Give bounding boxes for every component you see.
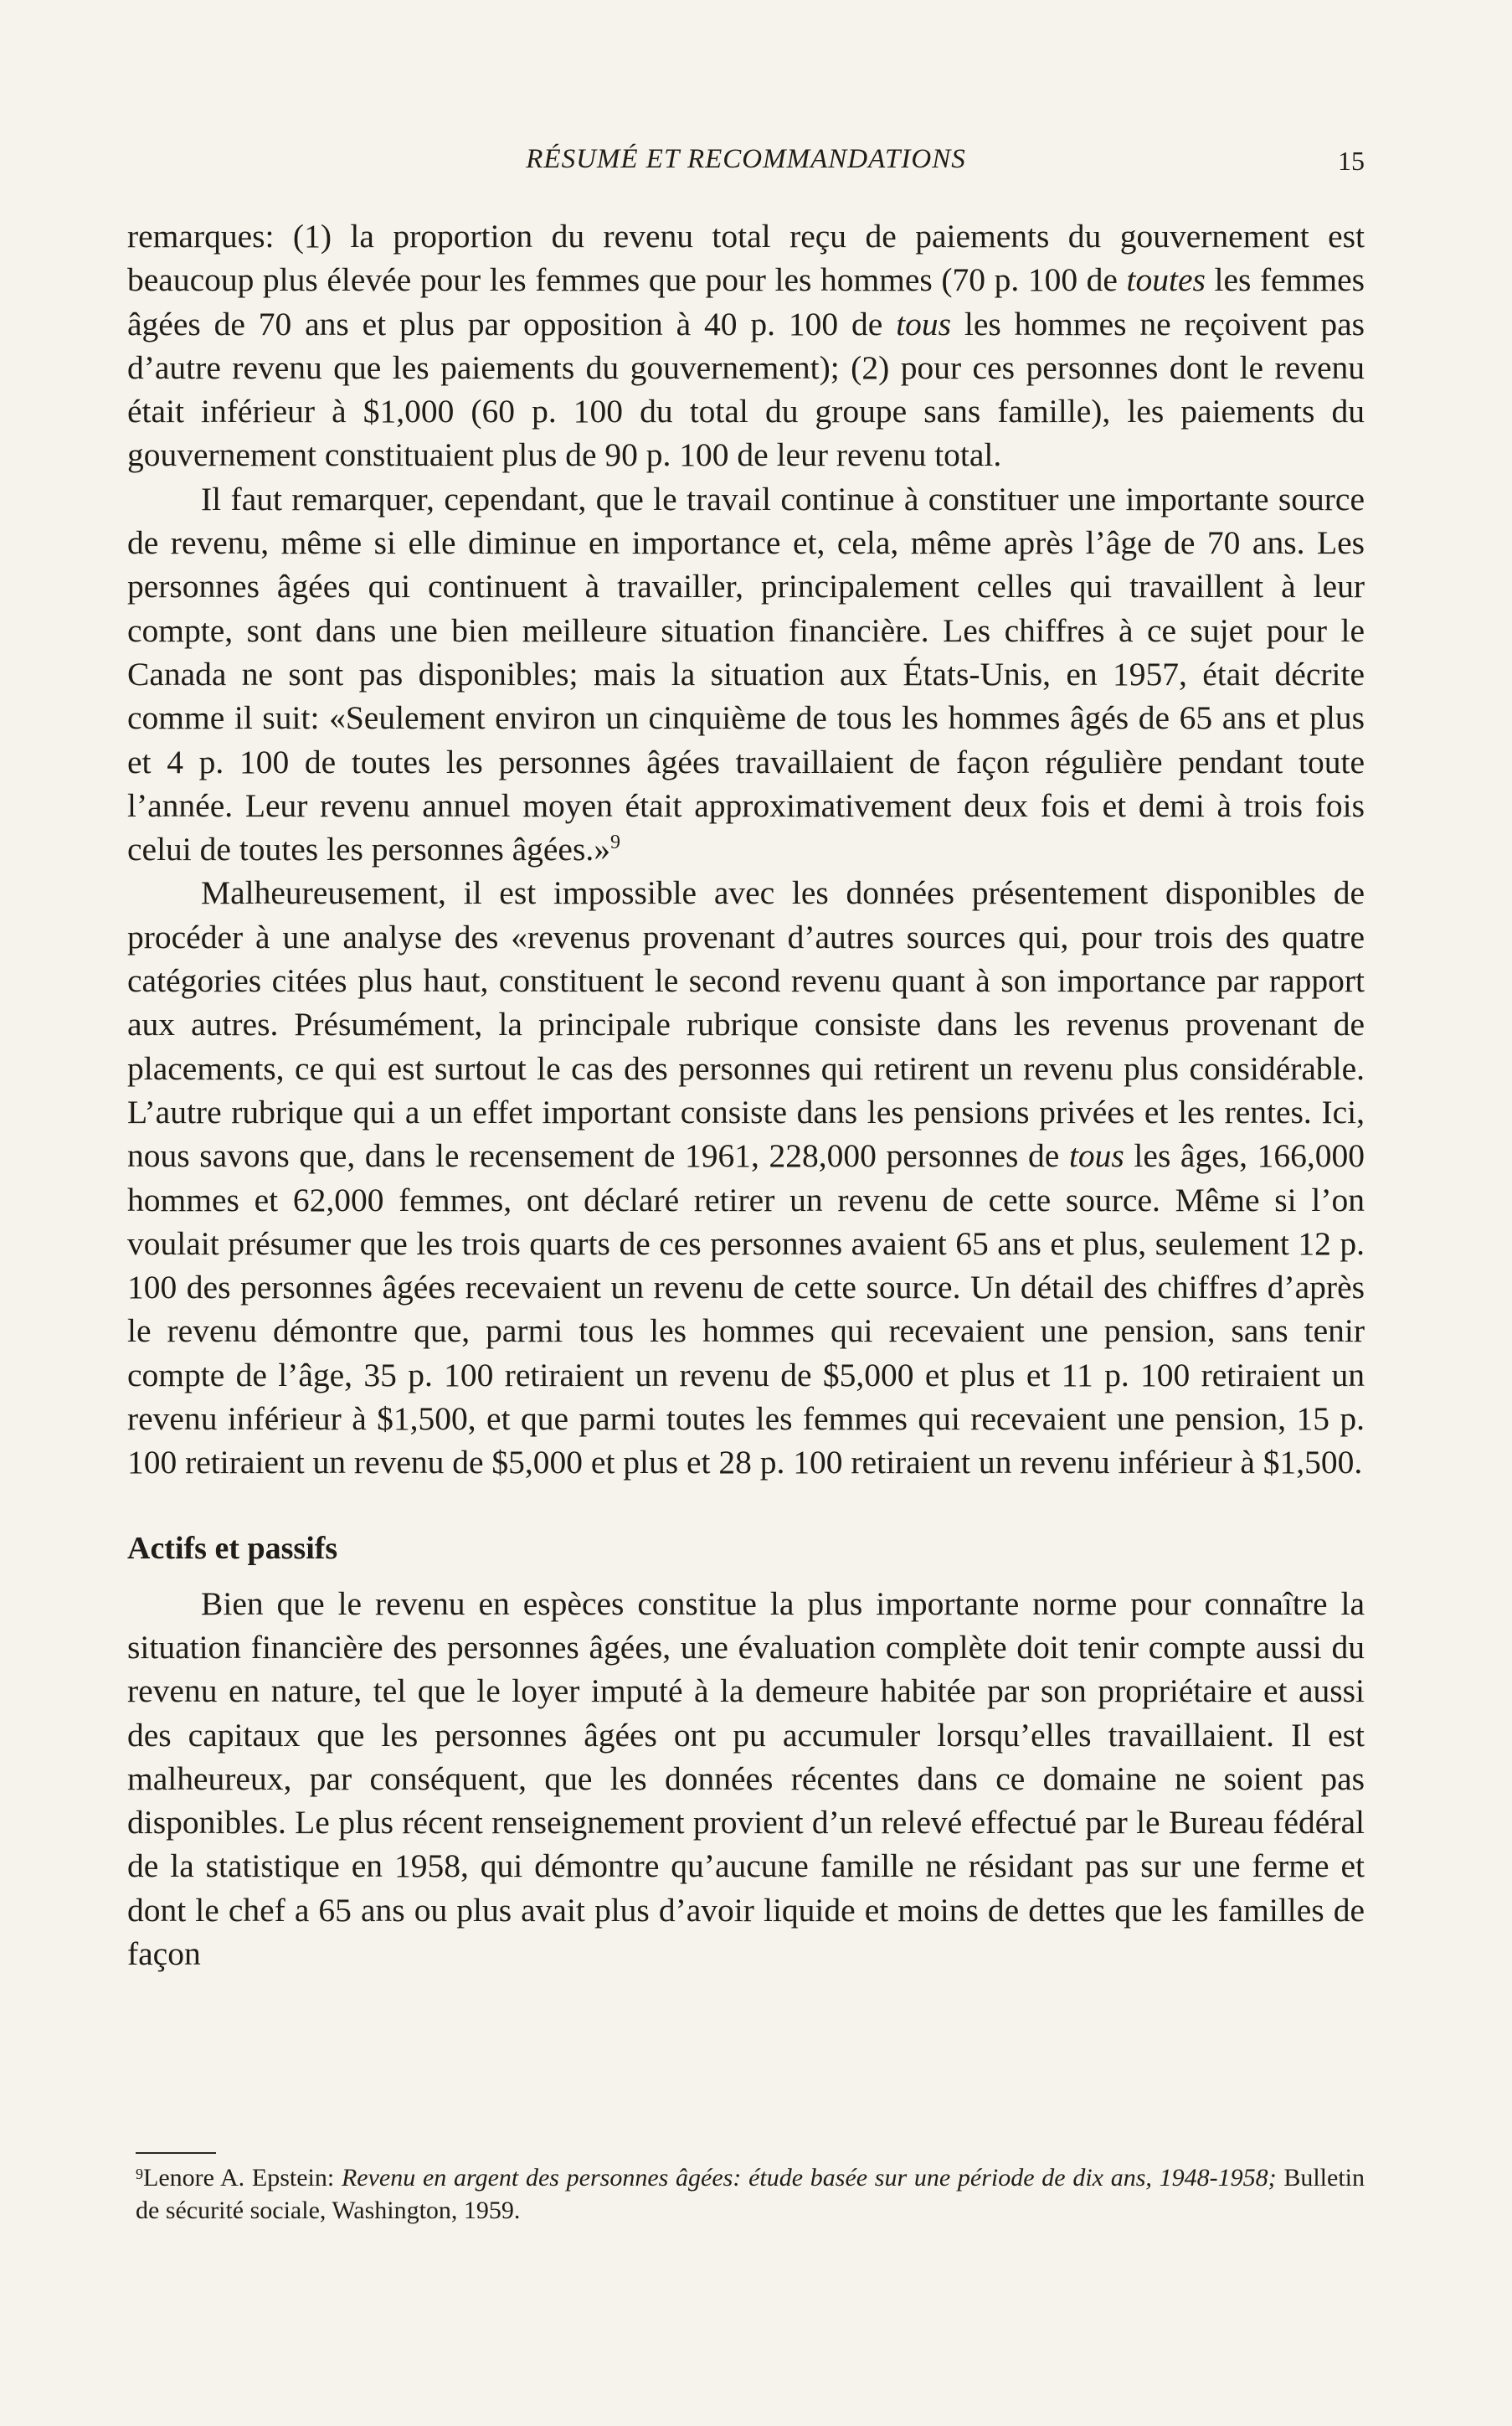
running-head [127,144,1365,186]
paragraph [127,1582,1365,1976]
text-run: Bien que le revenu en espèces constitue la plus importante norme pour connaître la situation financière des personnes âgées, une évaluation complète doit tenir compte aussi du revenu en nature, tel que le loyer imputé à la demeure habitée par son propriétaire et aussi des capitaux que les personnes âgées ont pu accumuler lorsqu’elles travaillaient. Il est malheureux, par conséquent, que les données récentes dans ce domaine ne soient pas disponibles. Le plus récent renseignement provient d’un relevé effectué par le Bureau fédéral de la statistique en 1958, qui démontre qu’aucune famille ne résidant pas sur une ferme et dont le chef a 65 ans ou plus avait plus d’avoir liquide et moins de dettes que les familles de façon [127,1584,1365,1972]
emphasis: toutes [1126,261,1206,299]
running-title: RÉSUMÉ ET RECOMMANDATIONS [526,144,966,174]
footnote [136,2158,1365,2227]
footnote-title: Revenu en argent des personnes âgées: étude basée sur une période de dix ans, 1948-1958; [341,2164,1277,2192]
emphasis: tous [896,305,952,343]
text-run: les femmes âgées de 70 ans et plus par opposition à 40 p. 100 de [127,261,1365,343]
footnote-rule [136,2152,216,2154]
text-run: Malheureusement, il est impossible avec les données présentement disponibles de procéder à une analyse des «revenus provenant d’autres sources qui, pour trois des quatre catégories citées plus haut, constituent le second revenu quant à son importance par rapport aux autres. Présumément, la principale rubrique consiste dans les revenus provenant de placements, ce qui est surtout le cas des personnes qui retirent un revenu plus considérable. L’autre rubrique qui a un effet important consiste dans les pensions privées et les rentes. Ici, nous savons que, dans le recensement de 1961, 228,000 personnes de [127,874,1365,1175]
footnote-reference: 9 [609,832,620,853]
emphasis: tous [1068,1137,1124,1175]
section-heading: Actifs et passifs [127,1530,338,1566]
text-run: les hommes ne reçoivent pas d’autre revenu que les paiements du gouvernement); (2) pour ces personnes dont le revenu était inférieur à $1,000 (60 p. 100 du total du groupe sans famille), les paiements du gouvernement constituaient plus de 90 p. 100 de leur revenu total. [127,305,1365,474]
page-number: 15 [1338,146,1365,176]
body-text [127,214,1365,1975]
paragraph [127,871,1365,1484]
text-run: remarques: (1) la proportion du revenu total reçu de paiements du gouvernement est beaucoup plus élevée pour les femmes que pour les hommes (70 p. 100 de [127,218,1365,299]
paragraph [127,214,1365,477]
footnote-marker: 9 [136,2166,143,2182]
paragraph [127,477,1365,872]
text-run: Il faut remarquer, cependant, que le travail continue à constituer une importante source de revenu, même si elle diminue en importance et, cela, même après l’âge de 70 ans. Les personnes âgées qui continuent à travailler, principalement celles qui travaillent à leur compte, sont dans une bien meilleure situation financière. Les chiffres à ce sujet pour le Canada ne sont pas disponibles; mais la situation aux États-Unis, en 1957, était décrite comme il suit: «Seulement environ un cinquième de tous les hommes âgés de 65 ans et plus et 4 p. 100 de toutes les personnes âgées travaillaient de façon régulière pendant toute l’année. Leur revenu annuel moyen était approximativement deux fois et demi à trois fois celui de toutes les personnes âgées.» [127,480,1365,868]
text-run: les âges, 166,000 hommes et 62,000 femmes, ont déclaré retirer un revenu de cette source. Même si l’on voulait présumer que les trois quarts de ces personnes avaient 65 ans et plus, seulement 12 p. 100 des personnes âgées recevaient un revenu de cette source. Un détail des chiffres d’après le revenu démontre que, parmi tous les hommes qui recevaient une pension, sans tenir compte de l’âge, 35 p. 100 retiraient un revenu de $5,000 et plus et 11 p. 100 retiraient un revenu inférieur à $1,500, et que parmi toutes les femmes qui recevaient une pension, 15 p. 100 retiraient un revenu de $5,000 et plus et 28 p. 100 retiraient un revenu inférieur à $1,500. [127,1137,1365,1481]
footnote-source: Bulletin de sécurité sociale, Washington, 1959. [136,2164,1365,2224]
footnote-author: Lenore A. Epstein: [143,2164,342,2192]
